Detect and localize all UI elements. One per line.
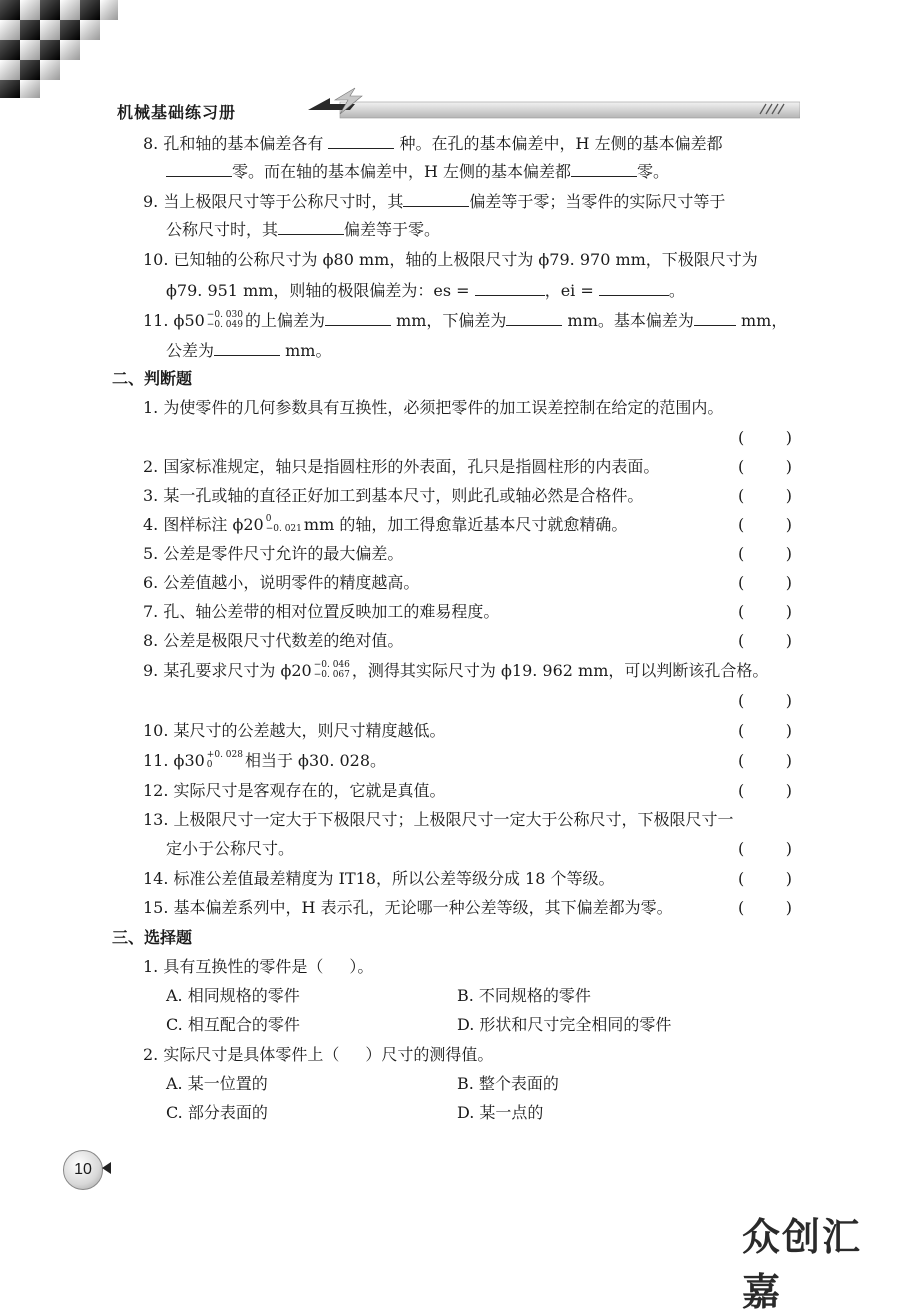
answer-blank[interactable] [506,309,562,326]
publisher-watermark: 众创汇嘉 [742,1215,863,1314]
fill-item-11-line2: 公差为 mm。 [166,341,332,360]
judge-item-2: 2. 国家标准规定，轴只是指圆柱形的外表面，孔只是指圆柱形的内表面。 [143,457,660,476]
answer-parentheses[interactable]: ( ) [738,631,792,650]
tolerance-stack: −0. 046 −0. 067 [313,659,350,680]
fill-item-11-line1: 11. ϕ50 −0. 030 −0. 049 的上偏差为 mm，下偏差为 mm。基本偏差为 mm， [143,309,788,330]
answer-parentheses[interactable]: ( ) [738,898,792,917]
answer-blank[interactable] [278,218,344,235]
answer-blank[interactable] [403,190,469,207]
judge-item-13-line1: 13. 上极限尺寸一定大于下极限尺寸；上极限尺寸一定大于公称尺寸，下极限尺寸一 [143,810,734,829]
fill-item-8-line2: 零。而在轴的基本偏差中，H 左侧的基本偏差都 零。 [166,160,669,183]
answer-parentheses[interactable]: ( ) [738,457,792,476]
judge-item-9: 9. 某孔要求尺寸为 ϕ20 −0. 046 −0. 067 ，测得其实际尺寸为 ϕ19. 962 mm，可以判断该孔合格。 [143,659,769,680]
judge-item-5: 5. 公差是零件尺寸允许的最大偏差。 [143,544,404,563]
fill-item-8-line1: 8. 孔和轴的基本偏差各有 种。在孔的基本偏差中，H 左侧的基本偏差都 [143,134,723,153]
judge-item-14: 14. 标准公差值最差精度为 IT18，所以公差等级分成 18 个等级。 [143,869,615,888]
judge-item-12: 12. 实际尺寸是客观存在的，它就是真值。 [143,781,446,800]
tolerance-stack: 0 −0. 021 [265,513,302,534]
answer-parentheses[interactable]: ( ) [738,691,792,710]
fill-item-9-line2: 公称尺寸时，其 偏差等于零。 [166,220,441,239]
header-checker-decoration [0,0,130,118]
answer-parentheses[interactable]: ( ) [738,486,792,505]
page-number-badge: 10 [63,1150,103,1190]
tolerance-stack: +0. 028 0 [206,749,243,770]
judge-item-13-line2: 定小于公称尺寸。 [166,839,295,858]
page-arrow-icon [102,1162,111,1174]
choice-option[interactable]: D. 形状和尺寸完全相同的零件 [457,1015,672,1034]
section-title-choice: 三、选择题 [112,928,193,947]
judge-item-6: 6. 公差值越小，说明零件的精度越高。 [143,573,420,592]
answer-blank[interactable] [328,132,394,149]
choice-option[interactable]: A. 相同规格的零件 [166,986,300,1005]
fill-item-9-line1: 9. 当上极限尺寸等于公称尺寸时，其 偏差等于零；当零件的实际尺寸等于 [143,192,726,211]
judge-item-10: 10. 某尺寸的公差越大，则尺寸精度越低。 [143,721,446,740]
judge-item-7: 7. 孔、轴公差带的相对位置反映加工的难易程度。 [143,602,500,621]
choice-option[interactable]: B. 不同规格的零件 [457,986,591,1005]
choice-question-1: 1. 具有互换性的零件是（ ）。 [143,957,374,976]
choice-option[interactable]: D. 某一点的 [457,1103,544,1122]
fill-item-10-line2: ϕ79. 951 mm，则轴的极限偏差为：es = ，ei = 。 [166,281,685,300]
choice-option[interactable]: A. 某一位置的 [166,1074,268,1093]
answer-parentheses[interactable]: ( ) [738,839,792,858]
answer-blank[interactable] [475,279,545,296]
judge-item-4: 4. 图样标注 ϕ20 0 −0. 021 mm 的轴，加工得愈靠近基本尺寸就愈精确。 [143,513,628,534]
answer-parentheses[interactable]: ( ) [738,515,792,534]
answer-blank[interactable] [694,309,736,326]
section-title-judgment: 二、判断题 [112,369,193,388]
judge-item-3: 3. 某一孔或轴的直径正好加工到基本尺寸，则此孔或轴必然是合格件。 [143,486,644,505]
answer-parentheses[interactable]: ( ) [738,544,792,563]
answer-parentheses[interactable]: ( ) [738,602,792,621]
answer-parentheses[interactable]: ( ) [738,721,792,740]
judge-item-15: 15. 基本偏差系列中，H 表示孔，无论哪一种公差等级，其下偏差都为零。 [143,898,673,917]
choice-question-2: 2. 实际尺寸是具体零件上（ ）尺寸的测得值。 [143,1045,494,1064]
tolerance-stack: −0. 030 −0. 049 [206,309,243,330]
header-arrow-bar [300,84,800,124]
answer-parentheses[interactable]: ( ) [738,781,792,800]
answer-parentheses[interactable]: ( ) [738,428,792,447]
fill-item-10-line1: 10. 已知轴的公称尺寸为 ϕ80 mm，轴的上极限尺寸为 ϕ79. 970 mm，下极限尺寸为 [143,250,758,269]
header-book-title: 机械基础练习册 [117,103,237,122]
answer-parentheses[interactable]: ( ) [738,573,792,592]
choice-option[interactable]: B. 整个表面的 [457,1074,559,1093]
answer-blank[interactable] [325,309,391,326]
choice-option[interactable]: C. 相互配合的零件 [166,1015,300,1034]
choice-option[interactable]: C. 部分表面的 [166,1103,268,1122]
judge-item-8: 8. 公差是极限尺寸代数差的绝对值。 [143,631,404,650]
answer-blank[interactable] [166,160,232,177]
answer-blank[interactable] [214,339,280,356]
answer-parentheses[interactable]: ( ) [738,869,792,888]
judge-item-1: 1. 为使零件的几何参数具有互换性，必须把零件的加工误差控制在给定的范围内。 [143,398,724,417]
answer-parentheses[interactable]: ( ) [738,751,792,770]
judge-item-11: 11. ϕ30 +0. 028 0 相当于 ϕ30. 028。 [143,749,387,770]
answer-blank[interactable] [599,279,669,296]
answer-blank[interactable] [571,160,637,177]
